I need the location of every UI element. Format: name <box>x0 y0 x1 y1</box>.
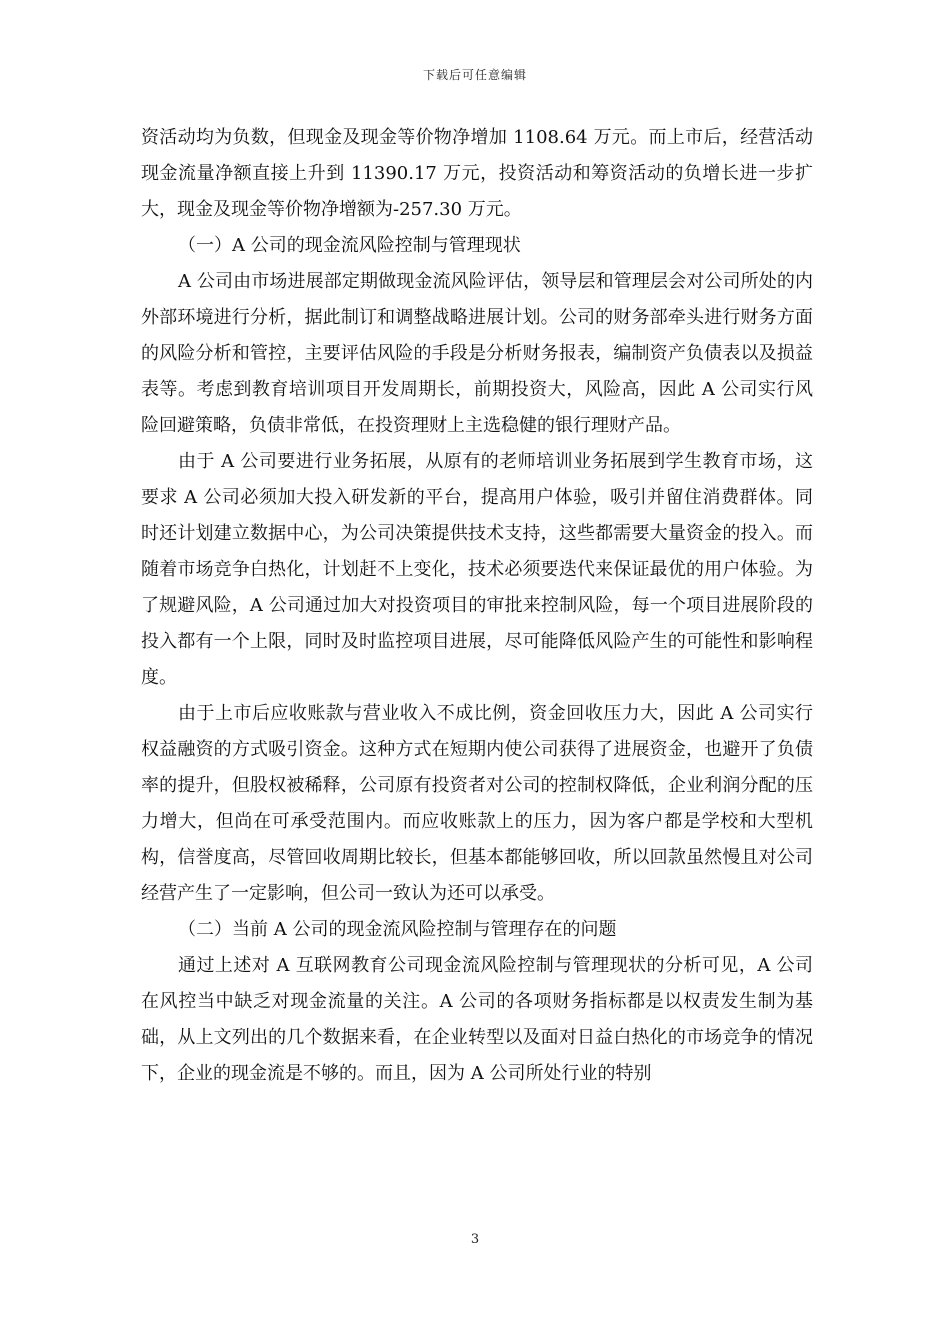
section-heading-1: （一）A 公司的现金流风险控制与管理现状 <box>178 235 521 256</box>
paragraph-4: 由于上市后应收账款与营业收入不成比例，资金回收压力大，因此 A 公司实行权益融资的方式吸引资金。这种方式在短期内使公司获得了进展资金，也避开了负债率的提升，但股权被稀释，公司原有投资者对公司的控制权降低，企业利润分配的压力增大，但尚在可承受范围内。而应收账款上的压力，因为客户都是学校和大型机构，信誉度高，尽管回收周期比较长，但基本都能够回收，所以回款虽然慢且对公司经营产生了一定影响，但公司一致认为还可以承受。 <box>141 703 813 904</box>
document-body <box>141 120 813 1092</box>
section-heading-2: （二）当前 A 公司的现金流风险控制与管理存在的问题 <box>178 919 617 940</box>
paragraph-2: A 公司由市场进展部定期做现金流风险评估，领导层和管理层会对公司所处的内外部环境进行分析，据此制订和调整战略进展计划。公司的财务部牵头进行财务方面的风险分析和管控，主要评估风险的手段是分析财务报表，编制资产负债表以及损益表等。考虑到教育培训项目开发周期长，前期投资大，风险高，因此 A 公司实行风险回避策略，负债非常低，在投资理财上主选稳健的银行理财产品。 <box>141 271 813 436</box>
paragraph-5: 通过上述对 A 互联网教育公司现金流风险控制与管理现状的分析可见，A 公司在风控当中缺乏对现金流量的关注。A 公司的各项财务指标都是以权责发生制为基础，从上文列出的几个数据来看，在企业转型以及面对日益白热化的市场竞争的情况下，企业的现金流是不够的。而且，因为 A 公司所处行业的特别 <box>141 955 813 1084</box>
page-number: 3 <box>470 1232 480 1247</box>
paragraph-3: 由于 A 公司要进行业务拓展，从原有的老师培训业务拓展到学生教育市场，这要求 A 公司必须加大投入研发新的平台，提高用户体验，吸引并留住消费群体。同时还计划建立数据中心，为公司决策提供技术支持，这些都需要大量资金的投入。而随着市场竞争白热化，计划赶不上变化，技术必须要迭代来保证最优的用户体验。为了规避风险，A 公司通过加大对投资项目的审批来控制风险，每一个项目进展阶段的投入都有一个上限，同时及时监控项目进展，尽可能降低风险产生的可能性和影响程度。 <box>141 451 813 688</box>
page-header: 下载后可任意编辑 <box>422 68 527 82</box>
paragraph-1: 资活动均为负数，但现金及现金等价物净增加 1108.64 万元。而上市后，经营活动现金流量净额直接上升到 11390.17 万元，投资活动和筹资活动的负增长进一步扩大，现金及现金等价物净增额为-257.30 万元。 <box>141 127 813 220</box>
